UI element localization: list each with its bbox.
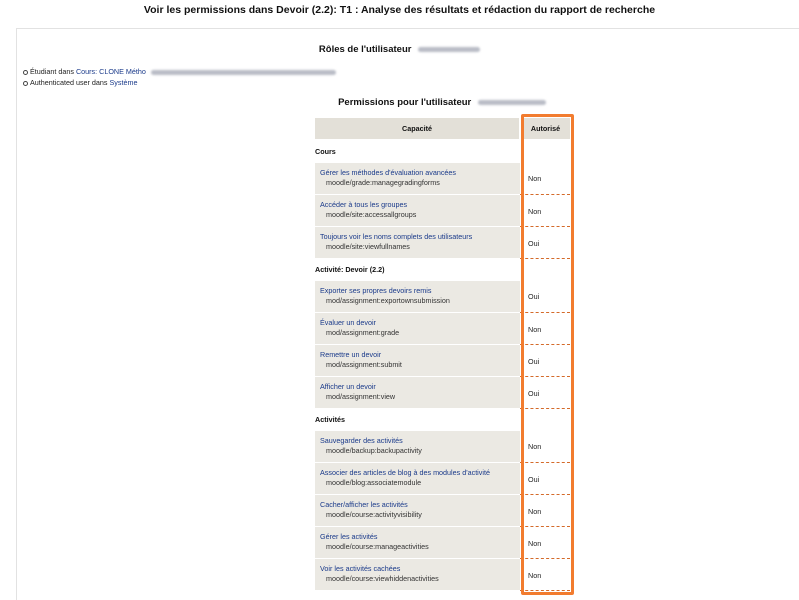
- role-item: [30, 67, 336, 78]
- allowed-value: Oui: [520, 462, 570, 494]
- capability-cell: [315, 462, 520, 494]
- capability-cell: [315, 494, 520, 526]
- allowed-value: Non: [520, 162, 570, 194]
- permissions-heading: [0, 97, 799, 108]
- roles-title: Rôles de l'utilisateur: [318, 44, 412, 55]
- role-prefix: Authenticated user dans: [30, 77, 110, 87]
- capability-code: mod/assignment:submit: [326, 360, 402, 369]
- permissions-table: [315, 118, 570, 591]
- category-label: Activité: Devoir (2.2): [315, 258, 570, 280]
- permissions-title: Permissions pour l'utilisateur: [338, 97, 472, 108]
- category-row: [315, 140, 570, 162]
- allowed-value: Non: [520, 558, 570, 590]
- table-row: [315, 376, 570, 408]
- capability-cell: [315, 558, 520, 590]
- capability-cell: [315, 430, 520, 462]
- role-link-system[interactable]: Système: [109, 77, 138, 87]
- capability-link[interactable]: Sauvegarder des activités: [320, 435, 403, 445]
- capability-link[interactable]: Remettre un devoir: [320, 349, 382, 359]
- table-row: [315, 494, 570, 526]
- capability-cell: [315, 226, 520, 258]
- capability-cell: [315, 344, 520, 376]
- capability-code: moodle/course:viewhiddenactivities: [326, 574, 439, 583]
- table-row: [315, 526, 570, 558]
- capability-code: moodle/course:manageactivities: [326, 542, 429, 551]
- role-link-course[interactable]: Cours: CLONE Métho: [75, 67, 146, 76]
- capability-cell: [315, 312, 520, 344]
- role-prefix: Étudiant dans: [30, 67, 76, 76]
- capability-code: moodle/grade:managegradingforms: [326, 178, 440, 187]
- allowed-value: Non: [520, 430, 570, 462]
- allowed-value: Oui: [520, 344, 570, 376]
- roles-list: [30, 67, 336, 88]
- table-row: [315, 462, 570, 494]
- category-row: [315, 408, 570, 430]
- capability-cell: [315, 162, 520, 194]
- column-header-allowed: Autorisé: [520, 118, 570, 140]
- allowed-value: Non: [520, 494, 570, 526]
- capability-cell: [315, 526, 520, 558]
- capability-code: moodle/backup:backupactivity: [326, 446, 422, 455]
- permissions-table-body: [315, 140, 570, 590]
- category-label: Activités: [315, 408, 570, 430]
- allowed-value: Oui: [520, 376, 570, 408]
- allowed-value: Non: [520, 194, 570, 226]
- column-header-capability: Capacité: [315, 118, 520, 140]
- table-row: [315, 194, 570, 226]
- allowed-value: Non: [520, 312, 570, 344]
- capability-link[interactable]: Gérer les méthodes d'évaluation avancées: [320, 167, 457, 177]
- table-row: [315, 430, 570, 462]
- capability-cell: [315, 194, 520, 226]
- table-row: [315, 226, 570, 258]
- capability-link[interactable]: Cacher/afficher les activités: [320, 499, 408, 509]
- redacted-username: [418, 47, 480, 52]
- capability-link[interactable]: Accéder à tous les groupes: [320, 199, 408, 209]
- table-row: [315, 344, 570, 376]
- table-row: [315, 280, 570, 312]
- redacted-course-name: [151, 70, 336, 75]
- capability-link[interactable]: Afficher un devoir: [320, 381, 376, 391]
- capability-code: mod/assignment:exportownsubmission: [326, 296, 450, 305]
- capability-code: moodle/site:accessallgroups: [326, 210, 417, 219]
- capability-code: moodle/site:viewfullnames: [326, 242, 410, 251]
- capability-cell: [315, 280, 520, 312]
- capability-code: moodle/course:activityvisibility: [326, 510, 422, 519]
- capability-code: moodle/blog:associatemodule: [326, 478, 422, 487]
- redacted-username: [478, 100, 546, 105]
- category-label: Cours: [315, 140, 570, 162]
- role-item: [30, 78, 336, 89]
- table-row: [315, 162, 570, 194]
- capability-link[interactable]: Exporter ses propres devoirs remis: [320, 285, 432, 295]
- table-header-row: [315, 118, 570, 140]
- table-row: [315, 312, 570, 344]
- capability-link[interactable]: Associer des articles de blog à des modules d'activité: [320, 467, 490, 477]
- capability-link[interactable]: Toujours voir les noms complets des utilisateurs: [320, 231, 473, 241]
- capability-link[interactable]: Évaluer un devoir: [320, 317, 376, 327]
- table-row: [315, 558, 570, 590]
- allowed-value: Oui: [520, 280, 570, 312]
- roles-heading: [0, 44, 799, 55]
- page-title: Voir les permissions dans Devoir (2.2): T1 : Analyse des résultats et rédaction du rapport de recherche: [143, 4, 656, 16]
- allowed-value: Non: [520, 526, 570, 558]
- capability-cell: [315, 376, 520, 408]
- capability-code: mod/assignment:view: [326, 392, 396, 401]
- capability-link[interactable]: Gérer les activités: [320, 531, 378, 541]
- category-row: [315, 258, 570, 280]
- capability-link[interactable]: Voir les activités cachées: [320, 563, 401, 573]
- capability-code: mod/assignment:grade: [326, 328, 400, 337]
- allowed-value: Oui: [520, 226, 570, 258]
